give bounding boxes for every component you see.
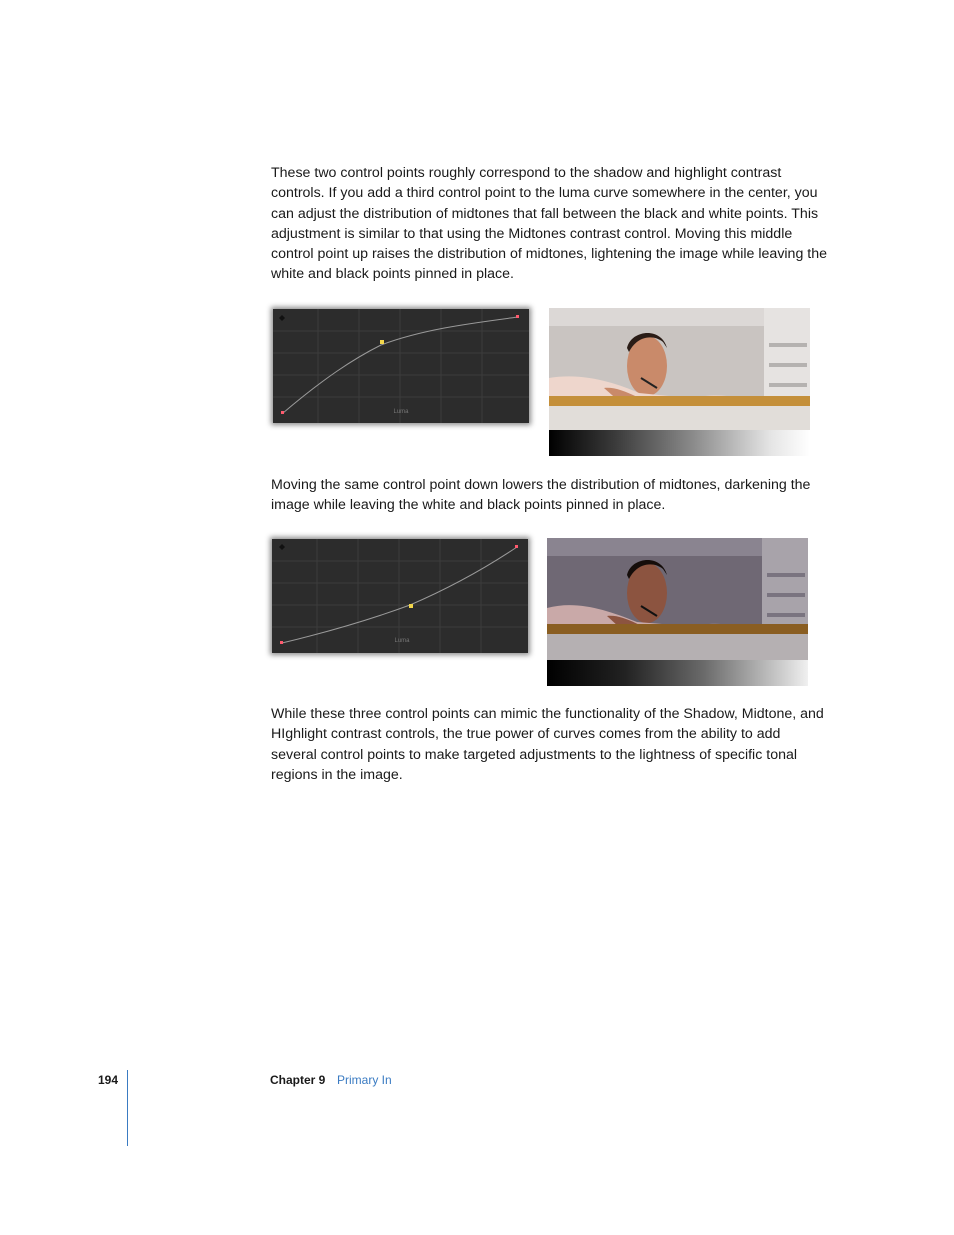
- man-headset-photo: [549, 308, 810, 430]
- body-paragraph-2: Moving the same control point down lowers the distribution of midtones, darkening the image while leaving the white and black points pinned in place.: [271, 477, 811, 514]
- curve-graph: [272, 539, 528, 653]
- black-point-marker: [281, 411, 284, 414]
- curve-axis-label: Luma: [394, 638, 410, 644]
- black-point-marker: [280, 641, 283, 644]
- midtone-control-point: [380, 340, 384, 344]
- diamond-icon: [279, 544, 285, 550]
- grayscale-ramp: [547, 660, 808, 686]
- grayscale-ramp: [549, 430, 810, 456]
- white-point-marker: [515, 545, 518, 548]
- diamond-icon: [279, 315, 285, 321]
- man-headset-photo: [547, 538, 808, 660]
- body-paragraph-1: These two control points roughly correspond to the shadow and highlight contrast controls. If you add a third control point to the luma curve somewhere in the center, you can adjust the distribution of midtones that fall between the black and white points. This adjustment is similar to that using the Midtones contrast control. Moving this middle control point up raises the distribution of midtones, lightening the image while leaving the white and black points pinned in place.: [271, 165, 828, 283]
- body-paragraph-3: While these three control points can mimic the functionality of the Shadow, Midtone, and HIghlight contrast controls, the true power of curves comes from the ability to add several control points to make targeted adjustments to the lightness of specific tonal regions in the image.: [271, 706, 824, 783]
- curve-graph: [273, 309, 529, 423]
- curve-axis-label: Luma: [393, 409, 409, 415]
- figure-photo-darkened: [547, 538, 808, 686]
- white-point-marker: [516, 315, 519, 318]
- midtone-control-point: [409, 604, 413, 608]
- luma-curve-raised: [273, 309, 529, 423]
- footer-divider: [127, 1070, 128, 1146]
- page-number: 194: [98, 1073, 119, 1087]
- footer-chapter-label: Chapter 9: [270, 1073, 326, 1087]
- footer-section-link[interactable]: Primary In: [337, 1073, 392, 1087]
- luma-curve-lowered: [272, 539, 528, 653]
- figure-photo-lightened: [549, 308, 810, 456]
